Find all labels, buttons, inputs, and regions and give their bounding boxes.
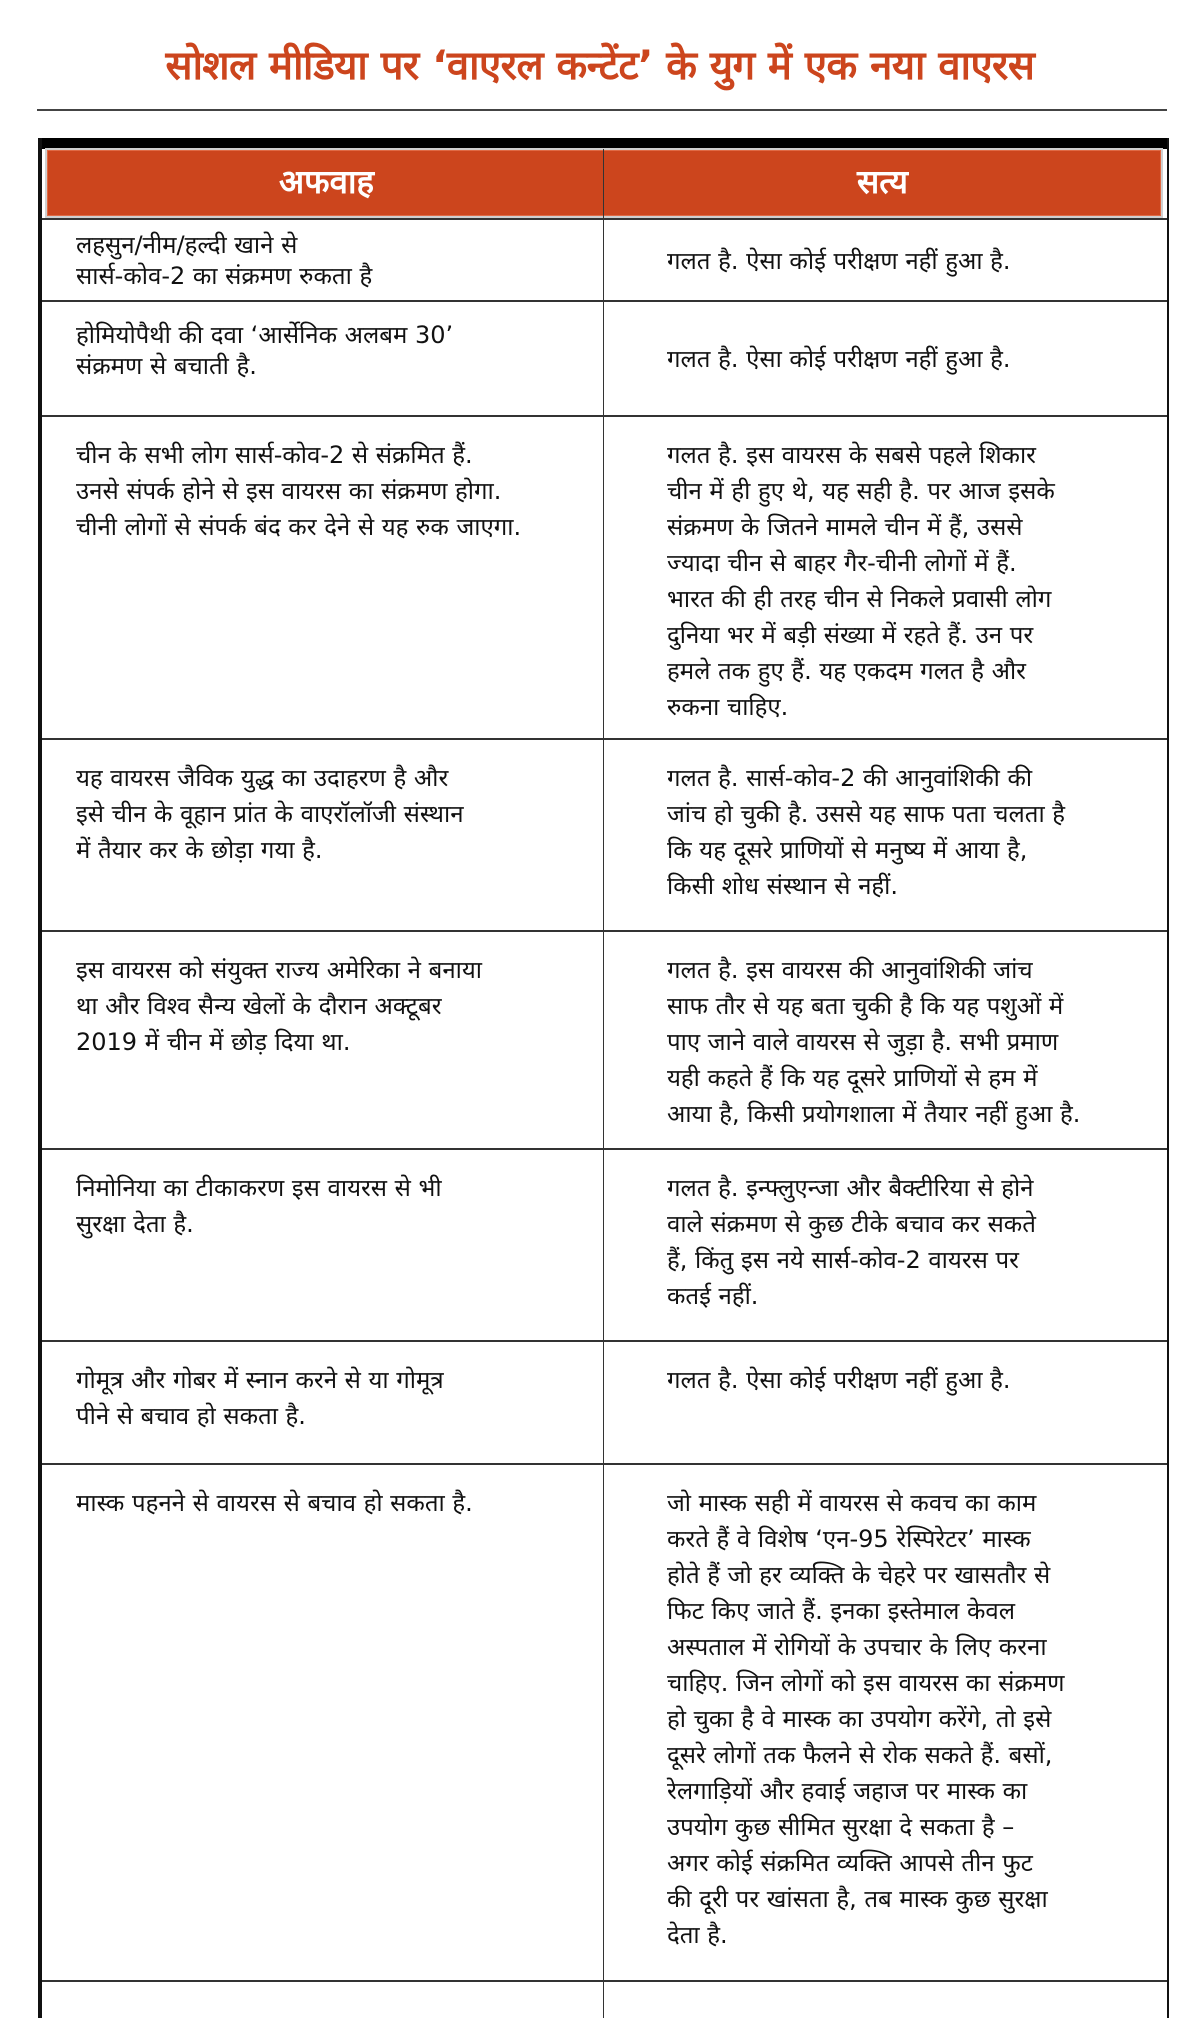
cell-text-line: था और विश्व सैन्य खेलों के दौरान अक्टूबर [76, 992, 442, 1020]
cell-text-line: कतई नहीं. [667, 1282, 759, 1310]
cell-text-line: चाहिए. जिन लोगों को इस वायरस का संक्रमण [667, 1669, 1065, 1697]
cell-text-line: संक्रमण के जितने मामले चीन में हैं, उससे [667, 513, 1023, 541]
truth-cell [667, 220, 1147, 301]
column-divider [603, 149, 604, 2018]
truth-cell [667, 1342, 1147, 1464]
cell-text-line: सार्स-कोव-2 का संक्रमण रुकता है [76, 262, 373, 290]
cell-text-line: उपयोग कुछ सीमित सुरक्षा दे सकता है – [667, 1813, 1015, 1841]
table-row [42, 1980, 1167, 2040]
cell-text-line: गलत है. ऐसा कोई परीक्षण नहीं हुआ है. [667, 1366, 1011, 1394]
cell-text-line: उनसे संपर्क होने से इस वायरस का संक्रमण होगा. [76, 477, 502, 505]
rumor-cell [76, 1465, 596, 1981]
cell-text-line: होते हैं जो हर व्यक्ति के चेहरे पर खासतौर से [667, 1561, 1051, 1589]
table-row [42, 415, 1167, 739]
cell-text-line: यही कहते हैं कि यह दूसरे प्राणियों से हम में [667, 1064, 1038, 1092]
table-top-bar [42, 138, 1167, 149]
cell-text-line: इसे चीन के वूहान प्रांत के वाएरॉलॉजी संस्थान [76, 800, 464, 828]
table-header [47, 150, 1161, 216]
cell-text-line: अस्पताल में रोगियों के उपचार के लिए करना [667, 1633, 1047, 1661]
cell-text-line: किसी शोध संस्थान से नहीं. [667, 872, 898, 900]
rumor-cell [76, 1342, 596, 1464]
cell-text-line: दूसरे लोगों तक फैलने से रोक सकते हैं. बसों, [667, 1741, 1053, 1769]
cell-text-line: चीनी लोगों से संपर्क बंद कर देने से यह रुक जाएगा. [76, 513, 522, 541]
cell-text-line: चीन में ही हुए थे, यह सही है. पर आज इसके [667, 477, 1055, 505]
cell-text-line: रेलगाड़ियों और हवाई जहाज पर मास्क का [667, 1777, 1028, 1805]
rumor-cell [76, 740, 596, 931]
rumor-cell [76, 932, 596, 1149]
rumor-cell [76, 417, 596, 739]
cell-text-line: गलत है. ऐसा कोई परीक्षण नहीं हुआ है. [667, 345, 1011, 373]
cell-text-line: संक्रमण से बचाती है. [76, 352, 257, 380]
page-title: सोशल मीडिया पर ‘वाएरल कन्टेंट’ के युग में एक नया वाएरस [165, 43, 1035, 89]
cell-text-line: हमले तक हुए हैं. यह एकदम गलत है और [667, 657, 1026, 685]
cell-text-line: इस वायरस को संयुक्त राज्य अमेरिका ने बनाया [76, 956, 483, 984]
truth-cell [667, 740, 1147, 931]
title-divider [37, 109, 1167, 111]
rumor-cell [76, 220, 596, 301]
header-truth: सत्य [856, 162, 909, 201]
truth-cell [667, 417, 1147, 739]
table-row [42, 1340, 1167, 1464]
table-row [42, 1148, 1167, 1341]
cell-text-line: लहसुन/नीम/हल्दी खाने से [76, 231, 298, 259]
cell-text-line: जो मास्क सही में वायरस से कवच का काम [667, 1489, 1037, 1517]
cell-text-line: गोमूत्र और गोबर में स्नान करने से या गोमूत्र [76, 1366, 444, 1394]
cell-text-line: होमियोपैथी की दवा ‘आर्सेनिक अलबम 30’ [76, 321, 454, 349]
rumor-cell [76, 1982, 596, 2040]
cell-text-line: हो चुका है वे मास्क का उपयोग करेंगे, तो इसे [667, 1705, 1052, 1733]
cell-text-line: देता है. [667, 1921, 728, 1949]
cell-text-line: करते हैं वे विशेष ‘एन-95 रेस्पिरेटर’ मास्क [667, 1525, 1031, 1553]
cell-text-line: गलत है. इस वायरस की आनुवांशिकी जांच [667, 956, 1033, 984]
cell-text-line: यह वायरस जैविक युद्ध का उदाहरण है और [76, 764, 449, 792]
cell-text-line: गलत है. इस वायरस के सबसे पहले शिकार [667, 441, 1036, 469]
truth-cell [667, 1465, 1147, 1981]
cell-text-line: जांच हो चुकी है. उससे यह साफ पता चलता है [667, 800, 1066, 828]
rumor-cell [76, 302, 596, 416]
cell-text-line: की दूरी पर खांसता है, तब मास्क कुछ सुरक्षा [667, 1885, 1048, 1913]
table-row [42, 738, 1167, 931]
truth-cell [667, 1150, 1147, 1341]
header-rumor: अफवाह [278, 162, 375, 201]
rumor-cell [76, 1150, 596, 1341]
cell-text-line: दुनिया भर में बड़ी संख्या में रहते हैं. उन पर [667, 621, 1034, 649]
cell-text-line: मास्क पहनने से वायरस से बचाव हो सकता है. [76, 1489, 473, 1517]
cell-text-line: 2019 में चीन में छोड़ दिया था. [76, 1028, 351, 1056]
cell-text-line: रुकना चाहिए. [667, 693, 789, 721]
cell-text-line: फिट किए जाते हैं. इनका इस्तेमाल केवल [667, 1597, 1016, 1625]
cell-text-line: वाले संक्रमण से कुछ टीके बचाव कर सकते [667, 1210, 1036, 1238]
cell-text-line: कि यह दूसरे प्राणियों से मनुष्य में आया है, [667, 836, 1028, 864]
cell-text-line: पाए जाने वाले वायरस से जुड़ा है. सभी प्रमाण [667, 1028, 1059, 1056]
cell-text-line: निमोनिया का टीकाकरण इस वायरस से भी [76, 1174, 442, 1202]
cell-text-line: आया है, किसी प्रयोगशाला में तैयार नहीं हुआ है. [667, 1100, 1081, 1128]
cell-text-line: ज्यादा चीन से बाहर गैर-चीनी लोगों में हैं. [667, 549, 1017, 577]
cell-text-line: गलत है. इन्फ्लुएन्जा और बैक्टीरिया से होने [667, 1174, 1034, 1202]
cell-text-line: हैं, किंतु इस नये सार्स-कोव-2 वायरस पर [667, 1246, 1019, 1274]
cell-text-line: गलत है. सार्स-कोव-2 की आनुवांशिकी की [667, 764, 1033, 792]
truth-cell [667, 302, 1147, 416]
cell-text-line: अगर कोई संक्रमित व्यक्ति आपसे तीन फुट [667, 1849, 1033, 1877]
table-row [42, 218, 1167, 301]
cell-text-line: चीन के सभी लोग सार्स-कोव-2 से संक्रमित हैं. [76, 441, 473, 469]
table-row [42, 300, 1167, 416]
table-row [42, 1463, 1167, 1981]
cell-text-line: में तैयार कर के छोड़ा गया है. [76, 836, 323, 864]
table-row [42, 930, 1167, 1149]
rumor-vs-truth-table [38, 138, 1169, 2018]
cell-text-line: पीने से बचाव हो सकता है. [76, 1402, 306, 1430]
cell-text-line: भारत की ही तरह चीन से निकले प्रवासी लोग [667, 585, 1052, 613]
cell-text-line: सुरक्षा देता है. [76, 1210, 194, 1238]
cell-text-line: गलत है. ऐसा कोई परीक्षण नहीं हुआ है. [667, 246, 1011, 275]
truth-cell [667, 1982, 1147, 2040]
truth-cell [667, 932, 1147, 1149]
cell-text-line: साफ तौर से यह बता चुकी है कि यह पशुओं में [667, 992, 1064, 1020]
